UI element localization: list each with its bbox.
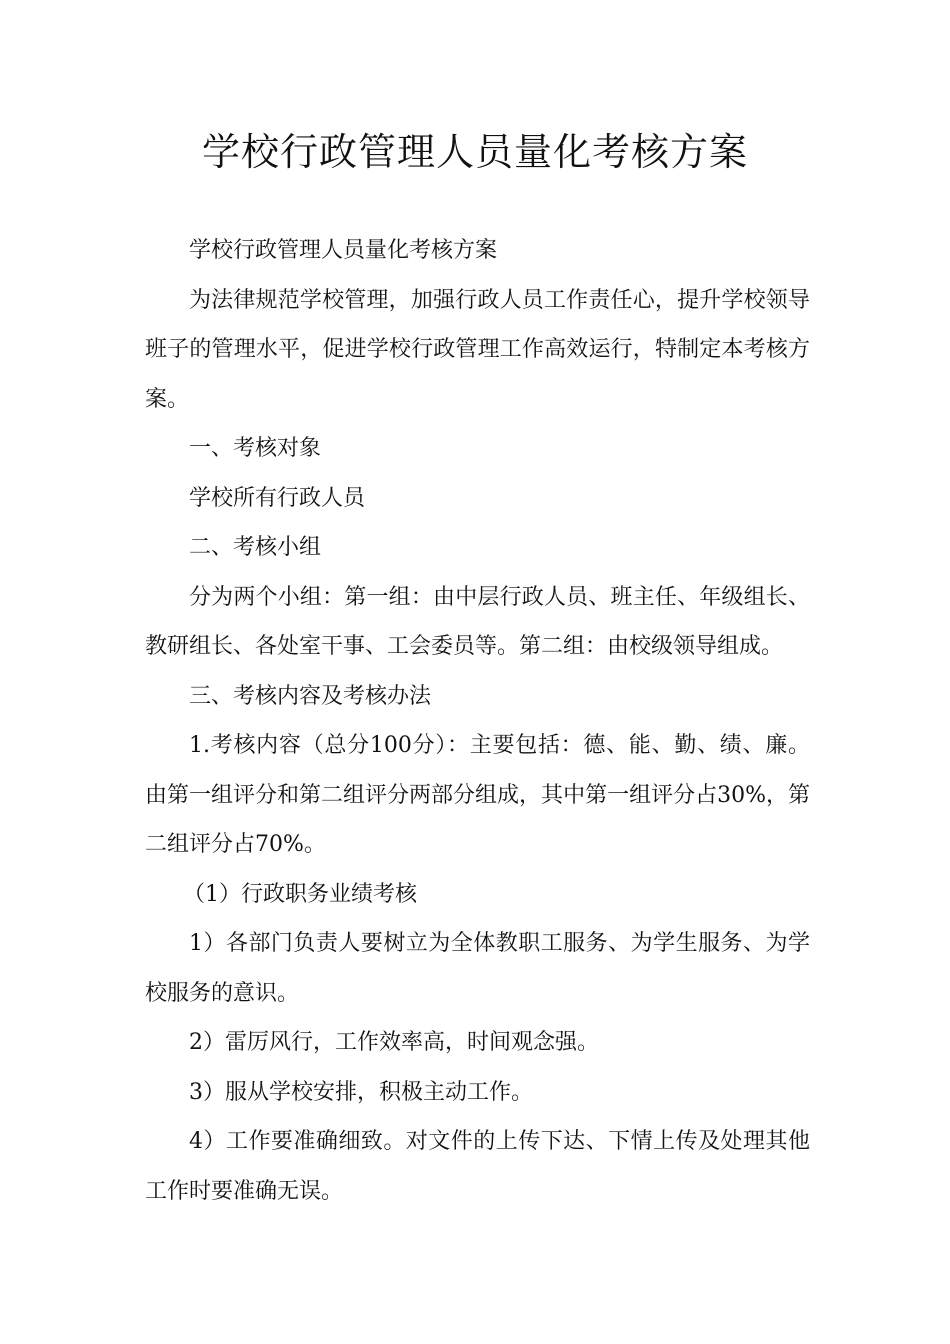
document-body (145, 226, 810, 1216)
paragraph-assessment-target: 学校所有行政人员 (189, 485, 366, 511)
list-item-service-awareness: 1）各部门负责人要树立为全体教职工服务、为学生服务、为学校服务的意识。 (145, 931, 810, 1006)
paragraph-assessment-group: 分为两个小组：第一组：由中层行政人员、班主任、年级组长、教研组长、各处室干事、工会委员等。第二组：由校级领导组成。 (145, 584, 810, 659)
document-title: 学校行政管理人员量化考核方案 (201, 130, 748, 174)
list-item-accuracy: 4）工作要准确细致。对文件的上传下达、下情上传及处理其他工作时要准确无误。 (145, 1129, 810, 1204)
subheading-performance: （1）行政职务业绩考核 (183, 881, 417, 907)
paragraph-subtitle: 学校行政管理人员量化考核方案 (189, 238, 498, 263)
section-heading-assessment-content: 三、考核内容及考核办法 (189, 683, 432, 709)
list-item-efficiency: 2）雷厉风行，工作效率高，时间观念强。 (189, 1030, 599, 1055)
section-heading-assessment-target: 一、考核对象 (189, 436, 322, 461)
paragraph-intro: 为法律规范学校管理，加强行政人员工作责任心，提升学校领导班子的管理水平，促进学校行政管理工作高效运行，特制定本考核方案。 (145, 287, 810, 412)
section-heading-assessment-group: 二、考核小组 (189, 535, 322, 560)
paragraph-assessment-content: 1.考核内容（总分100分）：主要包括：德、能、勤、绩、廉。由第一组评分和第二组评分两部分组成，其中第一组评分占30%，第二组评分占70%。 (145, 733, 810, 857)
list-item-obedience: 3）服从学校安排，积极主动工作。 (189, 1079, 533, 1105)
